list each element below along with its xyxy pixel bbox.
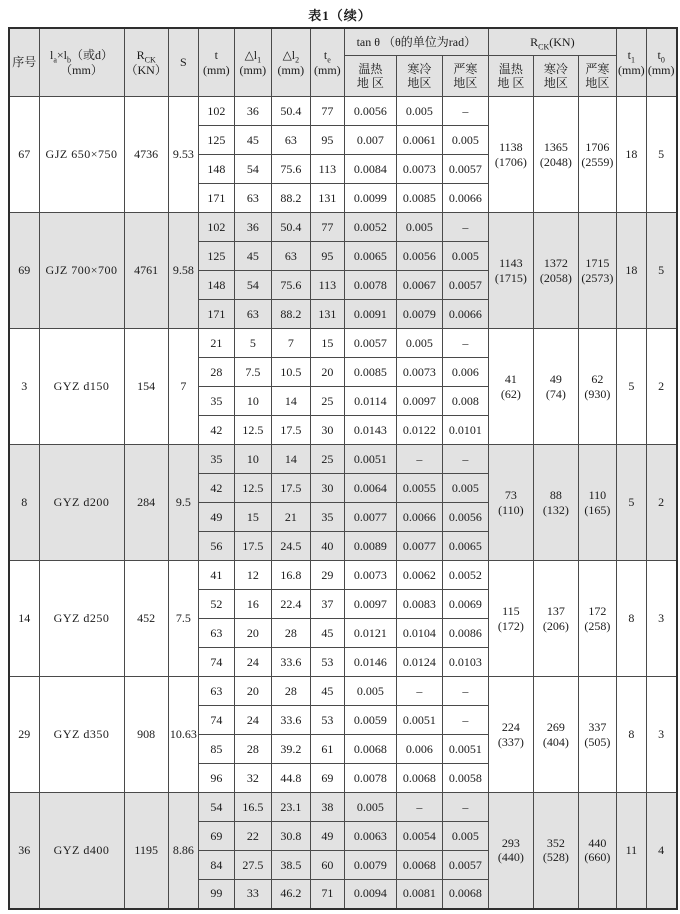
cell-tan-cold: 0.0085 <box>396 184 442 213</box>
cell-dl2: 14 <box>271 387 310 416</box>
table-row <box>9 213 677 242</box>
cell-t: 102 <box>198 97 234 126</box>
cell-tan-warm: 0.0121 <box>344 619 396 648</box>
cell-te: 45 <box>310 677 344 706</box>
cell-dl1: 7.5 <box>234 358 271 387</box>
cell-tan-severe: 0.0065 <box>442 532 488 561</box>
region-header-cold-rck: 寒冷 地区 <box>533 56 578 97</box>
cell-tan-severe: – <box>442 445 488 474</box>
table-row <box>9 793 677 822</box>
cell-dl1: 12.5 <box>234 474 271 503</box>
cell-te: 20 <box>310 358 344 387</box>
cell-t: 74 <box>198 706 234 735</box>
table-row <box>9 677 677 706</box>
cell-tan-cold: 0.0056 <box>396 242 442 271</box>
cell-tan-severe: 0.0101 <box>442 416 488 445</box>
cell-tan-cold: – <box>396 793 442 822</box>
cell-dl2: 10.5 <box>271 358 310 387</box>
cell-te: 45 <box>310 619 344 648</box>
cell-tan-warm: 0.0094 <box>344 880 396 909</box>
cell-te: 37 <box>310 590 344 619</box>
cell-te: 61 <box>310 735 344 764</box>
cell-tan-cold: 0.0068 <box>396 851 442 880</box>
region-header-severe-rck: 严寒 地区 <box>578 56 616 97</box>
cell-tan-cold: 0.0067 <box>396 271 442 300</box>
cell-t0: 2 <box>646 445 676 561</box>
cell-dl2: 50.4 <box>271 213 310 242</box>
cell-t: 99 <box>198 880 234 909</box>
cell-tan-severe: 0.005 <box>442 474 488 503</box>
cell-tan-warm: 0.005 <box>344 677 396 706</box>
cell-bearing-name: GYZ d250 <box>39 561 124 677</box>
cell-tan-cold: 0.006 <box>396 735 442 764</box>
cell-t1: 11 <box>616 793 646 909</box>
cell-t0: 4 <box>646 793 676 909</box>
cell-rck-cold: 1372 (2058) <box>533 213 578 329</box>
cell-rck: 154 <box>124 329 168 445</box>
cell-te: 60 <box>310 851 344 880</box>
cell-te: 35 <box>310 503 344 532</box>
cell-dl2: 21 <box>271 503 310 532</box>
cell-dl1: 24 <box>234 648 271 677</box>
cell-seq: 14 <box>9 561 39 677</box>
cell-tan-cold: 0.0062 <box>396 561 442 590</box>
cell-seq: 8 <box>9 445 39 561</box>
cell-tan-cold: 0.0055 <box>396 474 442 503</box>
cell-tan-severe: 0.005 <box>442 822 488 851</box>
cell-tan-severe: 0.005 <box>442 126 488 155</box>
spec-group <box>9 445 677 561</box>
cell-tan-severe: 0.0068 <box>442 880 488 909</box>
cell-dl2: 16.8 <box>271 561 310 590</box>
cell-rck: 1195 <box>124 793 168 909</box>
cell-rck-cold: 269 (404) <box>533 677 578 793</box>
cell-tan-cold: 0.0122 <box>396 416 442 445</box>
cell-te: 131 <box>310 184 344 213</box>
cell-dl1: 17.5 <box>234 532 271 561</box>
cell-rck: 4761 <box>124 213 168 329</box>
cell-t1: 18 <box>616 213 646 329</box>
cell-dl2: 22.4 <box>271 590 310 619</box>
col-header-rck-regions: $R_{CK}(KN)$ <box>488 28 616 56</box>
cell-te: 30 <box>310 474 344 503</box>
table-header <box>9 28 677 97</box>
cell-tan-warm: 0.0085 <box>344 358 396 387</box>
cell-tan-cold: 0.0061 <box>396 126 442 155</box>
cell-tan-warm: 0.0084 <box>344 155 396 184</box>
cell-tan-cold: 0.0073 <box>396 358 442 387</box>
cell-dl2: 75.6 <box>271 271 310 300</box>
cell-te: 38 <box>310 793 344 822</box>
cell-bearing-name: GYZ d150 <box>39 329 124 445</box>
cell-t: 52 <box>198 590 234 619</box>
cell-rck-severe: 1715 (2573) <box>578 213 616 329</box>
cell-tan-cold: 0.005 <box>396 97 442 126</box>
cell-rck-warm: 73 (110) <box>488 445 533 561</box>
cell-t: 102 <box>198 213 234 242</box>
cell-rck-severe: 110 (165) <box>578 445 616 561</box>
cell-te: 77 <box>310 213 344 242</box>
cell-dl1: 22 <box>234 822 271 851</box>
cell-rck-severe: 337 (505) <box>578 677 616 793</box>
cell-dl1: 63 <box>234 300 271 329</box>
cell-dl1: 16.5 <box>234 793 271 822</box>
cell-s: 7.5 <box>168 561 198 677</box>
cell-dl2: 17.5 <box>271 474 310 503</box>
cell-tan-cold: 0.0051 <box>396 706 442 735</box>
cell-dl2: 24.5 <box>271 532 310 561</box>
table-row <box>9 561 677 590</box>
cell-t: 35 <box>198 387 234 416</box>
cell-tan-cold: 0.0077 <box>396 532 442 561</box>
cell-dl1: 54 <box>234 271 271 300</box>
cell-tan-cold: 0.0066 <box>396 503 442 532</box>
cell-rck-cold: 352 (528) <box>533 793 578 909</box>
cell-s: 9.58 <box>168 213 198 329</box>
col-header-rck: $R_{CK}$ （KN） <box>124 28 168 97</box>
spec-group <box>9 561 677 677</box>
cell-dl1: 10 <box>234 445 271 474</box>
cell-t: 56 <box>198 532 234 561</box>
cell-dl1: 20 <box>234 677 271 706</box>
cell-te: 95 <box>310 242 344 271</box>
cell-te: 113 <box>310 271 344 300</box>
cell-s: 9.53 <box>168 97 198 213</box>
cell-te: 29 <box>310 561 344 590</box>
cell-dl1: 20 <box>234 619 271 648</box>
cell-s: 8.86 <box>168 793 198 909</box>
cell-tan-severe: 0.0056 <box>442 503 488 532</box>
cell-tan-warm: 0.005 <box>344 793 396 822</box>
cell-tan-severe: – <box>442 329 488 358</box>
cell-rck: 4736 <box>124 97 168 213</box>
spec-group <box>9 97 677 213</box>
table-row <box>9 97 677 126</box>
cell-tan-cold: 0.0124 <box>396 648 442 677</box>
cell-te: 53 <box>310 706 344 735</box>
cell-t0: 3 <box>646 561 676 677</box>
cell-dl2: 33.6 <box>271 648 310 677</box>
cell-t: 63 <box>198 677 234 706</box>
cell-t: 148 <box>198 155 234 184</box>
cell-tan-severe: 0.0086 <box>442 619 488 648</box>
cell-dl1: 12 <box>234 561 271 590</box>
cell-rck-warm: 1143 (1715) <box>488 213 533 329</box>
cell-s: 7 <box>168 329 198 445</box>
cell-te: 53 <box>310 648 344 677</box>
cell-dl1: 24 <box>234 706 271 735</box>
cell-tan-severe: 0.0069 <box>442 590 488 619</box>
cell-seq: 36 <box>9 793 39 909</box>
cell-t0: 3 <box>646 677 676 793</box>
cell-bearing-name: GYZ d200 <box>39 445 124 561</box>
cell-tan-warm: 0.0057 <box>344 329 396 358</box>
cell-t: 85 <box>198 735 234 764</box>
col-header-size: $l_a\times l_b$（或d） （mm） <box>39 28 124 97</box>
cell-tan-cold: 0.0104 <box>396 619 442 648</box>
region-header-warm-rck: 温热 地 区 <box>488 56 533 97</box>
cell-t1: 18 <box>616 97 646 213</box>
cell-rck: 908 <box>124 677 168 793</box>
cell-tan-warm: 0.0065 <box>344 242 396 271</box>
cell-dl2: 14 <box>271 445 310 474</box>
cell-dl2: 44.8 <box>271 764 310 793</box>
col-header-t0: $t_0$ (mm) <box>646 28 676 97</box>
cell-tan-severe: 0.0057 <box>442 271 488 300</box>
cell-tan-cold: – <box>396 445 442 474</box>
cell-tan-warm: 0.0059 <box>344 706 396 735</box>
cell-tan-warm: 0.0078 <box>344 271 396 300</box>
cell-dl2: 33.6 <box>271 706 310 735</box>
cell-t1: 8 <box>616 561 646 677</box>
col-header-t1: $t_1$ (mm) <box>616 28 646 97</box>
cell-dl1: 32 <box>234 764 271 793</box>
cell-rck-severe: 172 (258) <box>578 561 616 677</box>
cell-dl2: 46.2 <box>271 880 310 909</box>
cell-bearing-name: GYZ d350 <box>39 677 124 793</box>
cell-dl1: 10 <box>234 387 271 416</box>
cell-te: 71 <box>310 880 344 909</box>
spec-group <box>9 793 677 909</box>
cell-t: 21 <box>198 329 234 358</box>
cell-dl1: 36 <box>234 213 271 242</box>
cell-rck-warm: 293 (440) <box>488 793 533 909</box>
bearing-spec-table <box>8 27 678 910</box>
cell-dl2: 63 <box>271 126 310 155</box>
cell-tan-severe: 0.0057 <box>442 155 488 184</box>
cell-tan-severe: 0.0066 <box>442 184 488 213</box>
spec-group <box>9 329 677 445</box>
cell-t: 96 <box>198 764 234 793</box>
col-header-te: $t_e$ (mm) <box>310 28 344 97</box>
cell-tan-warm: 0.0114 <box>344 387 396 416</box>
cell-t: 41 <box>198 561 234 590</box>
cell-tan-severe: 0.0066 <box>442 300 488 329</box>
cell-rck-cold: 1365 (2048) <box>533 97 578 213</box>
cell-dl2: 63 <box>271 242 310 271</box>
cell-tan-cold: 0.005 <box>396 213 442 242</box>
cell-tan-warm: 0.0078 <box>344 764 396 793</box>
cell-t0: 5 <box>646 213 676 329</box>
cell-tan-cold: 0.0083 <box>396 590 442 619</box>
cell-tan-cold: 0.0081 <box>396 880 442 909</box>
cell-dl1: 63 <box>234 184 271 213</box>
cell-tan-severe: 0.0052 <box>442 561 488 590</box>
cell-bearing-name: GYZ d400 <box>39 793 124 909</box>
cell-dl2: 39.2 <box>271 735 310 764</box>
page-title: 表1（续） <box>308 8 372 23</box>
cell-dl1: 15 <box>234 503 271 532</box>
cell-rck-severe: 1706 (2559) <box>578 97 616 213</box>
cell-t: 28 <box>198 358 234 387</box>
region-header-severe-tan: 严寒 地区 <box>442 56 488 97</box>
cell-dl2: 17.5 <box>271 416 310 445</box>
cell-tan-warm: 0.0068 <box>344 735 396 764</box>
cell-rck-cold: 49 (74) <box>533 329 578 445</box>
cell-tan-warm: 0.0079 <box>344 851 396 880</box>
cell-rck: 284 <box>124 445 168 561</box>
cell-t: 84 <box>198 851 234 880</box>
col-header-t: t (mm) <box>198 28 234 97</box>
cell-dl2: 88.2 <box>271 184 310 213</box>
cell-tan-warm: 0.0051 <box>344 445 396 474</box>
cell-tan-warm: 0.0091 <box>344 300 396 329</box>
cell-te: 95 <box>310 126 344 155</box>
cell-t: 148 <box>198 271 234 300</box>
cell-tan-severe: – <box>442 706 488 735</box>
cell-t: 49 <box>198 503 234 532</box>
region-header-cold-tan: 寒冷 地区 <box>396 56 442 97</box>
cell-rck-warm: 224 (337) <box>488 677 533 793</box>
cell-tan-severe: 0.0051 <box>442 735 488 764</box>
cell-dl2: 28 <box>271 677 310 706</box>
cell-tan-severe: – <box>442 213 488 242</box>
cell-tan-warm: 0.0143 <box>344 416 396 445</box>
region-header-warm-tan: 温热 地 区 <box>344 56 396 97</box>
col-header-tan-theta: tan θ （θ的单位为rad） <box>344 28 488 56</box>
cell-tan-cold: – <box>396 677 442 706</box>
col-header-s: S <box>168 28 198 97</box>
cell-tan-severe: 0.006 <box>442 358 488 387</box>
col-header-dl2: $\triangle l_2$ (mm) <box>271 28 310 97</box>
cell-te: 69 <box>310 764 344 793</box>
cell-t: 54 <box>198 793 234 822</box>
cell-tan-cold: 0.0054 <box>396 822 442 851</box>
cell-dl1: 28 <box>234 735 271 764</box>
cell-seq: 29 <box>9 677 39 793</box>
cell-seq: 3 <box>9 329 39 445</box>
cell-t: 69 <box>198 822 234 851</box>
cell-rck: 452 <box>124 561 168 677</box>
cell-t: 125 <box>198 126 234 155</box>
cell-seq: 69 <box>9 213 39 329</box>
cell-dl1: 33 <box>234 880 271 909</box>
cell-dl1: 12.5 <box>234 416 271 445</box>
cell-te: 25 <box>310 445 344 474</box>
cell-t: 171 <box>198 184 234 213</box>
cell-tan-severe: 0.0057 <box>442 851 488 880</box>
cell-tan-severe: 0.0103 <box>442 648 488 677</box>
cell-tan-severe: 0.008 <box>442 387 488 416</box>
cell-t0: 2 <box>646 329 676 445</box>
cell-tan-warm: 0.0077 <box>344 503 396 532</box>
cell-dl2: 28 <box>271 619 310 648</box>
cell-tan-cold: 0.0097 <box>396 387 442 416</box>
cell-rck-cold: 88 (132) <box>533 445 578 561</box>
cell-t0: 5 <box>646 97 676 213</box>
cell-dl2: 23.1 <box>271 793 310 822</box>
cell-dl2: 38.5 <box>271 851 310 880</box>
cell-dl1: 16 <box>234 590 271 619</box>
cell-dl1: 45 <box>234 126 271 155</box>
cell-tan-warm: 0.007 <box>344 126 396 155</box>
cell-tan-warm: 0.0063 <box>344 822 396 851</box>
cell-tan-warm: 0.0097 <box>344 590 396 619</box>
cell-tan-warm: 0.0089 <box>344 532 396 561</box>
cell-dl1: 27.5 <box>234 851 271 880</box>
cell-s: 9.5 <box>168 445 198 561</box>
cell-tan-cold: 0.005 <box>396 329 442 358</box>
table-row <box>9 329 677 358</box>
cell-tan-severe: – <box>442 97 488 126</box>
cell-s: 10.63 <box>168 677 198 793</box>
table-row <box>9 445 677 474</box>
cell-rck-cold: 137 (206) <box>533 561 578 677</box>
cell-dl2: 50.4 <box>271 97 310 126</box>
cell-t: 125 <box>198 242 234 271</box>
cell-bearing-name: GJZ 700×700 <box>39 213 124 329</box>
cell-rck-warm: 1138 (1706) <box>488 97 533 213</box>
cell-te: 15 <box>310 329 344 358</box>
cell-tan-warm: 0.0056 <box>344 97 396 126</box>
cell-t: 42 <box>198 416 234 445</box>
cell-tan-severe: 0.0058 <box>442 764 488 793</box>
cell-bearing-name: GJZ 650×750 <box>39 97 124 213</box>
cell-t: 171 <box>198 300 234 329</box>
spec-group <box>9 213 677 329</box>
col-header-dl1: $\triangle l_1$ (mm) <box>234 28 271 97</box>
cell-tan-severe: 0.005 <box>442 242 488 271</box>
cell-t1: 5 <box>616 445 646 561</box>
cell-t: 42 <box>198 474 234 503</box>
cell-dl2: 30.8 <box>271 822 310 851</box>
cell-tan-warm: 0.0064 <box>344 474 396 503</box>
cell-tan-cold: 0.0068 <box>396 764 442 793</box>
cell-t1: 5 <box>616 329 646 445</box>
cell-tan-warm: 0.0146 <box>344 648 396 677</box>
cell-tan-cold: 0.0073 <box>396 155 442 184</box>
cell-t1: 8 <box>616 677 646 793</box>
cell-te: 25 <box>310 387 344 416</box>
cell-dl1: 45 <box>234 242 271 271</box>
cell-te: 77 <box>310 97 344 126</box>
cell-te: 113 <box>310 155 344 184</box>
cell-rck-severe: 440 (660) <box>578 793 616 909</box>
cell-dl1: 54 <box>234 155 271 184</box>
cell-dl2: 7 <box>271 329 310 358</box>
cell-tan-severe: – <box>442 793 488 822</box>
cell-dl2: 75.6 <box>271 155 310 184</box>
cell-te: 40 <box>310 532 344 561</box>
cell-te: 30 <box>310 416 344 445</box>
cell-seq: 67 <box>9 97 39 213</box>
spec-group <box>9 677 677 793</box>
cell-te: 49 <box>310 822 344 851</box>
cell-rck-warm: 115 (172) <box>488 561 533 677</box>
cell-dl1: 36 <box>234 97 271 126</box>
cell-rck-severe: 62 (930) <box>578 329 616 445</box>
cell-te: 131 <box>310 300 344 329</box>
col-header-seq: 序号 <box>9 28 39 97</box>
cell-dl2: 88.2 <box>271 300 310 329</box>
cell-t: 35 <box>198 445 234 474</box>
cell-dl1: 5 <box>234 329 271 358</box>
cell-t: 63 <box>198 619 234 648</box>
cell-tan-warm: 0.0099 <box>344 184 396 213</box>
cell-rck-warm: 41 (62) <box>488 329 533 445</box>
cell-tan-warm: 0.0073 <box>344 561 396 590</box>
cell-tan-cold: 0.0079 <box>396 300 442 329</box>
cell-tan-severe: – <box>442 677 488 706</box>
cell-t: 74 <box>198 648 234 677</box>
cell-tan-warm: 0.0052 <box>344 213 396 242</box>
